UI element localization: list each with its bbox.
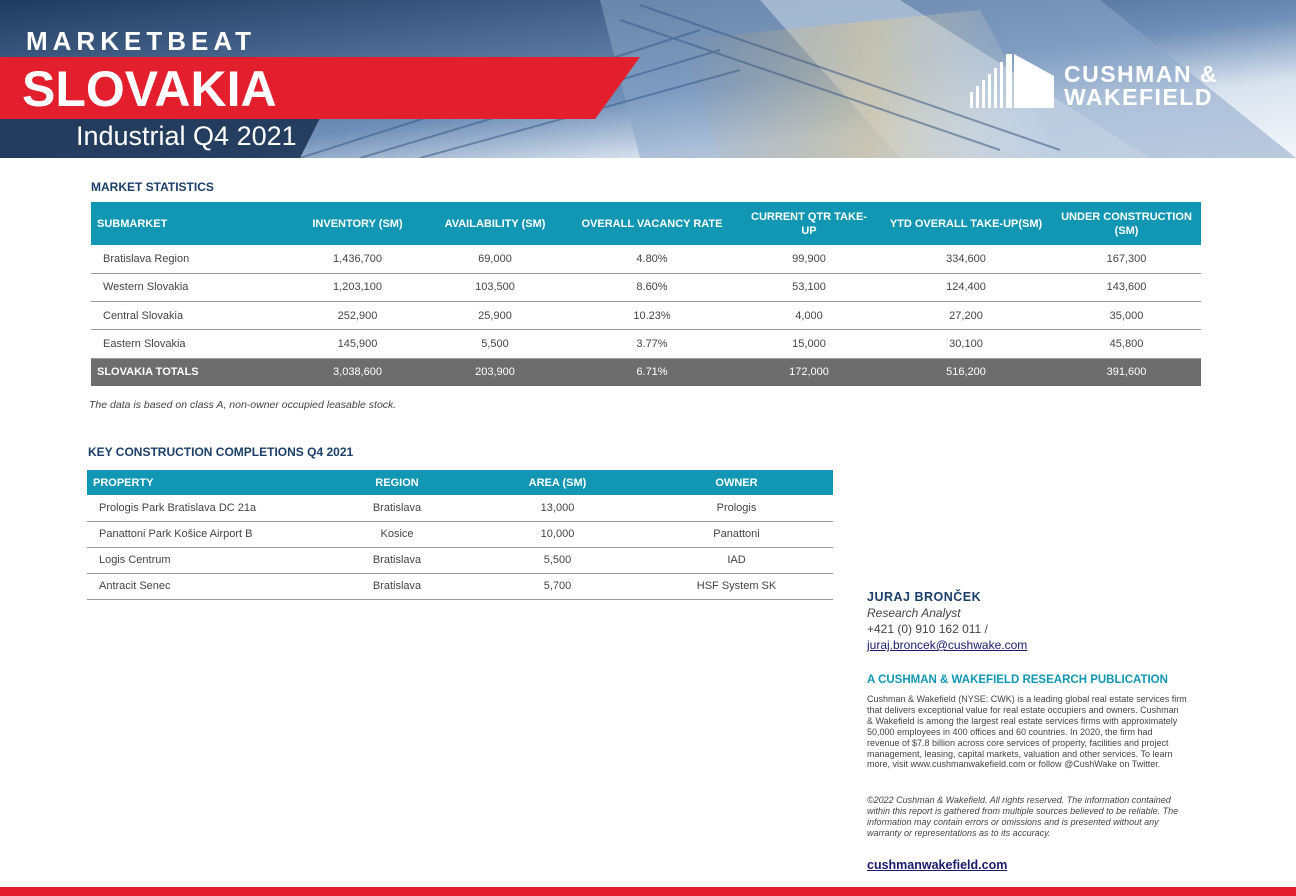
table-header-row [91, 202, 1201, 245]
cell-current-takeup: 4,000 [738, 302, 880, 330]
marketbeat-label: MARKETBEAT [26, 26, 257, 56]
cell-total-inventory: 3,038,600 [291, 358, 424, 386]
cell-total-vacancy: 6.71% [566, 358, 738, 386]
cell-total-ytd-takeup: 516,200 [880, 358, 1052, 386]
cell-property: Prologis Park Bratislava DC 21a [87, 495, 319, 521]
market-statistics-title: MARKET STATISTICS [91, 180, 214, 194]
brand-line-1: CUSHMAN & [1064, 61, 1219, 87]
cell-submarket: Central Slovakia [91, 302, 291, 330]
market-statistics-table [91, 202, 1201, 386]
table-row [91, 330, 1201, 358]
cell-under-construction: 45,800 [1052, 330, 1201, 358]
col-header-submarket: SUBMARKET [91, 202, 291, 245]
cell-total-availability: 203,900 [424, 358, 566, 386]
cell-under-construction: 143,600 [1052, 273, 1201, 301]
cell-submarket: Bratislava Region [91, 245, 291, 273]
col-header-availability: AVAILABILITY (SM) [424, 202, 566, 245]
col-header-current-takeup: CURRENT QTR TAKE-UP [738, 202, 880, 245]
cell-ytd-takeup: 27,200 [880, 302, 1052, 330]
cell-total-under-construction: 391,600 [1052, 358, 1201, 386]
cell-current-takeup: 15,000 [738, 330, 880, 358]
cell-ytd-takeup: 30,100 [880, 330, 1052, 358]
cell-property: Logis Centrum [87, 547, 319, 573]
table-row [91, 273, 1201, 301]
cell-region: Bratislava [319, 547, 475, 573]
cell-property: Panattoni Park Košice Airport B [87, 521, 319, 547]
cell-under-construction: 35,000 [1052, 302, 1201, 330]
completions-title: KEY CONSTRUCTION COMPLETIONS Q4 2021 [88, 445, 354, 459]
publication-title: A CUSHMAN & WAKEFIELD RESEARCH PUBLICATION [867, 674, 1168, 686]
cell-availability: 103,500 [424, 273, 566, 301]
cell-submarket: Western Slovakia [91, 273, 291, 301]
report-subtitle: Industrial Q4 2021 [76, 121, 297, 151]
cell-availability: 25,900 [424, 302, 566, 330]
table-row [87, 521, 833, 547]
cell-owner: Panattoni [640, 521, 833, 547]
cell-inventory: 1,203,100 [291, 273, 424, 301]
cell-inventory: 145,900 [291, 330, 424, 358]
cell-area: 13,000 [475, 495, 640, 521]
completions-table [87, 470, 833, 600]
data-footnote: The data is based on class A, non-owner occupied leasable stock. [89, 399, 397, 411]
cell-total-label: SLOVAKIA TOTALS [91, 358, 291, 386]
legal-disclaimer: ©2022 Cushman & Wakefield. All rights reserved. The information contained within this report is gathered from multiple sources believed to be reliable. The information may contain errors or omissions and is presented without any warranty or representations as to its accuracy. [867, 795, 1179, 838]
table-row [87, 495, 833, 521]
brand-line-2: WAKEFIELD [1064, 84, 1213, 110]
cell-owner: HSF System SK [640, 573, 833, 599]
cell-total-current-takeup: 172,000 [738, 358, 880, 386]
cell-vacancy: 8.60% [566, 273, 738, 301]
cell-inventory: 1,436,700 [291, 245, 424, 273]
report-header [0, 0, 1296, 158]
cell-owner: Prologis [640, 495, 833, 521]
table-row [91, 245, 1201, 273]
col-header-vacancy: OVERALL VACANCY RATE [566, 202, 738, 245]
table-row [91, 302, 1201, 330]
col-header-ytd-takeup: YTD OVERALL TAKE-UP(SM) [880, 202, 1052, 245]
website-link[interactable]: cushmanwakefield.com [867, 858, 1008, 872]
cell-under-construction: 167,300 [1052, 245, 1201, 273]
cell-submarket: Eastern Slovakia [91, 330, 291, 358]
cell-region: Bratislava [319, 573, 475, 599]
cushman-wakefield-logo-icon [970, 54, 1054, 108]
cell-availability: 5,500 [424, 330, 566, 358]
cell-ytd-takeup: 334,600 [880, 245, 1052, 273]
contact-phone: +421 (0) 910 162 011 / [867, 622, 988, 636]
brand-wordmark [1064, 63, 1218, 109]
cell-area: 5,700 [475, 573, 640, 599]
contact-email-link[interactable]: juraj.broncek@cushwake.com [867, 638, 1028, 652]
cell-region: Kosice [319, 521, 475, 547]
col-header-property: PROPERTY [87, 470, 319, 495]
col-header-inventory: INVENTORY (SM) [291, 202, 424, 245]
table-header-row [87, 470, 833, 495]
cell-availability: 69,000 [424, 245, 566, 273]
cell-property: Antracit Senec [87, 573, 319, 599]
totals-row [91, 358, 1201, 386]
col-header-owner: OWNER [640, 470, 833, 495]
cell-inventory: 252,900 [291, 302, 424, 330]
company-description: Cushman & Wakefield (NYSE: CWK) is a leading global real estate services firm that delivers exceptional value for real estate occupiers and owners. Cushman & Wakefield is among the largest real estate services firms with approximately 50,000 employees in 400 offices and 60 countries. In 2020, the firm had revenue of $7.8 billion across core services of property, facilities and project management, leasing, capital markets, valuation and other services. To learn more, visit www.cushmanwakefield.com or follow @CushWake on Twitter. [867, 694, 1187, 770]
country-title: SLOVAKIA [22, 61, 277, 117]
cell-ytd-takeup: 124,400 [880, 273, 1052, 301]
cell-owner: IAD [640, 547, 833, 573]
contact-name: JURAJ BRONČEK [867, 590, 982, 604]
cell-region: Bratislava [319, 495, 475, 521]
cell-vacancy: 10.23% [566, 302, 738, 330]
cell-area: 5,500 [475, 547, 640, 573]
cell-area: 10,000 [475, 521, 640, 547]
col-header-region: REGION [319, 470, 475, 495]
cell-current-takeup: 99,900 [738, 245, 880, 273]
col-header-area: AREA (SM) [475, 470, 640, 495]
col-header-under-construction: UNDER CONSTRUCTION (SM) [1052, 202, 1201, 245]
footer-red-bar [0, 887, 1296, 896]
table-row [87, 547, 833, 573]
cell-vacancy: 3.77% [566, 330, 738, 358]
cell-current-takeup: 53,100 [738, 273, 880, 301]
cell-vacancy: 4.80% [566, 245, 738, 273]
table-row [87, 573, 833, 599]
contact-role: Research Analyst [867, 606, 961, 620]
